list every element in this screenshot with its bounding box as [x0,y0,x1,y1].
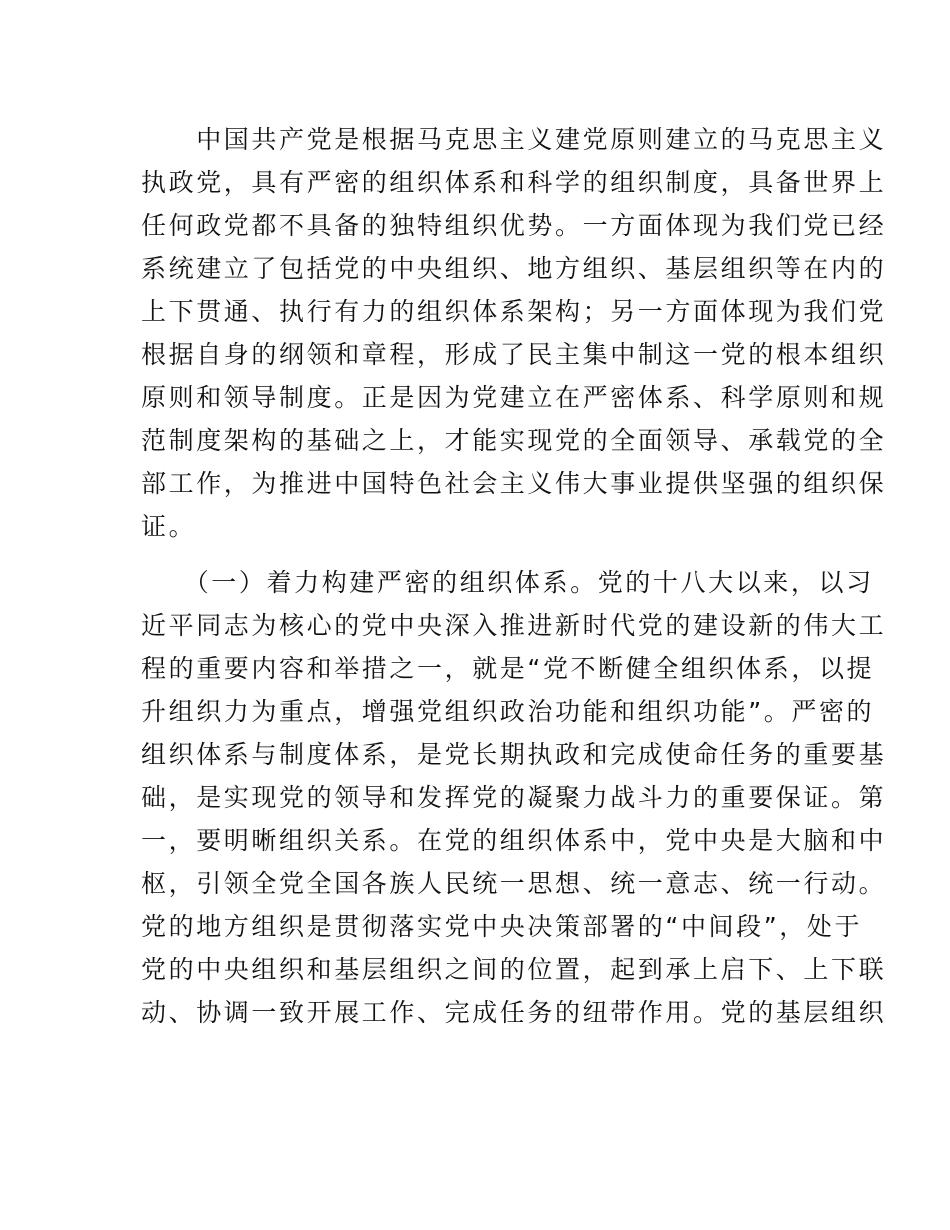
text-line: 中国共产党是根据马克思主义建党原则建立的马克思主义 [141,125,887,154]
text-line: 党的中央组织和基层组织之间的位置，起到承上启下、上下联 [141,955,887,984]
text-line: 系统建立了包括党的中央组织、地方组织、基层组织等在内的 [141,254,887,283]
text-line: 组织体系与制度体系，是党长期执政和完成使命任务的重要基 [141,740,887,769]
text-line: 任何政党都不具备的独特组织优势。一方面体现为我们党已经 [141,211,887,240]
text-line: 升组织力为重点，增强党组织政治功能和组织功能”。严密的 [141,697,875,726]
text-line: 枢，引领全党全国各族人民统一思想、统一意志、统一行动。 [141,869,887,898]
text-line: 上下贯通、执行有力的组织体系架构；另一方面体现为我们党 [141,297,887,326]
text-line: 证。 [141,512,197,541]
text-line: 范制度架构的基础之上，才能实现党的全面领导、承载党的全 [141,426,887,455]
text-line: 程的重要内容和举措之一，就是“党不断健全组织体系，以提 [141,654,875,683]
text-line: 一，要明晰组织关系。在党的组织体系中，党中央是大脑和中 [141,826,887,855]
text-line: 执政党，具有严密的组织体系和科学的组织制度，具备世界上 [141,168,887,197]
text-line: 础，是实现党的领导和发挥党的凝聚力战斗力的重要保证。第 [141,783,887,812]
text-line: 原则和领导制度。正是因为党建立在严密体系、科学原则和规 [141,383,887,412]
text-line: 根据自身的纲领和章程，形成了民主集中制这一党的根本组织 [141,340,887,369]
section-heading-line: （一）着力构建严密的组织体系。党的十八大以来，以习 [141,568,874,597]
text-line: 近平同志为核心的党中央深入推进新时代党的建设新的伟大工 [141,611,887,640]
text-line: 部工作，为推进中国特色社会主义伟大事业提供坚强的组织保 [141,469,887,498]
text-line: 党的地方组织是贯彻落实党中央决策部署的“中间段”，处于 [141,912,863,941]
text-line: 动、协调一致开展工作、完成任务的纽带作用。党的基层组织 [141,998,887,1027]
